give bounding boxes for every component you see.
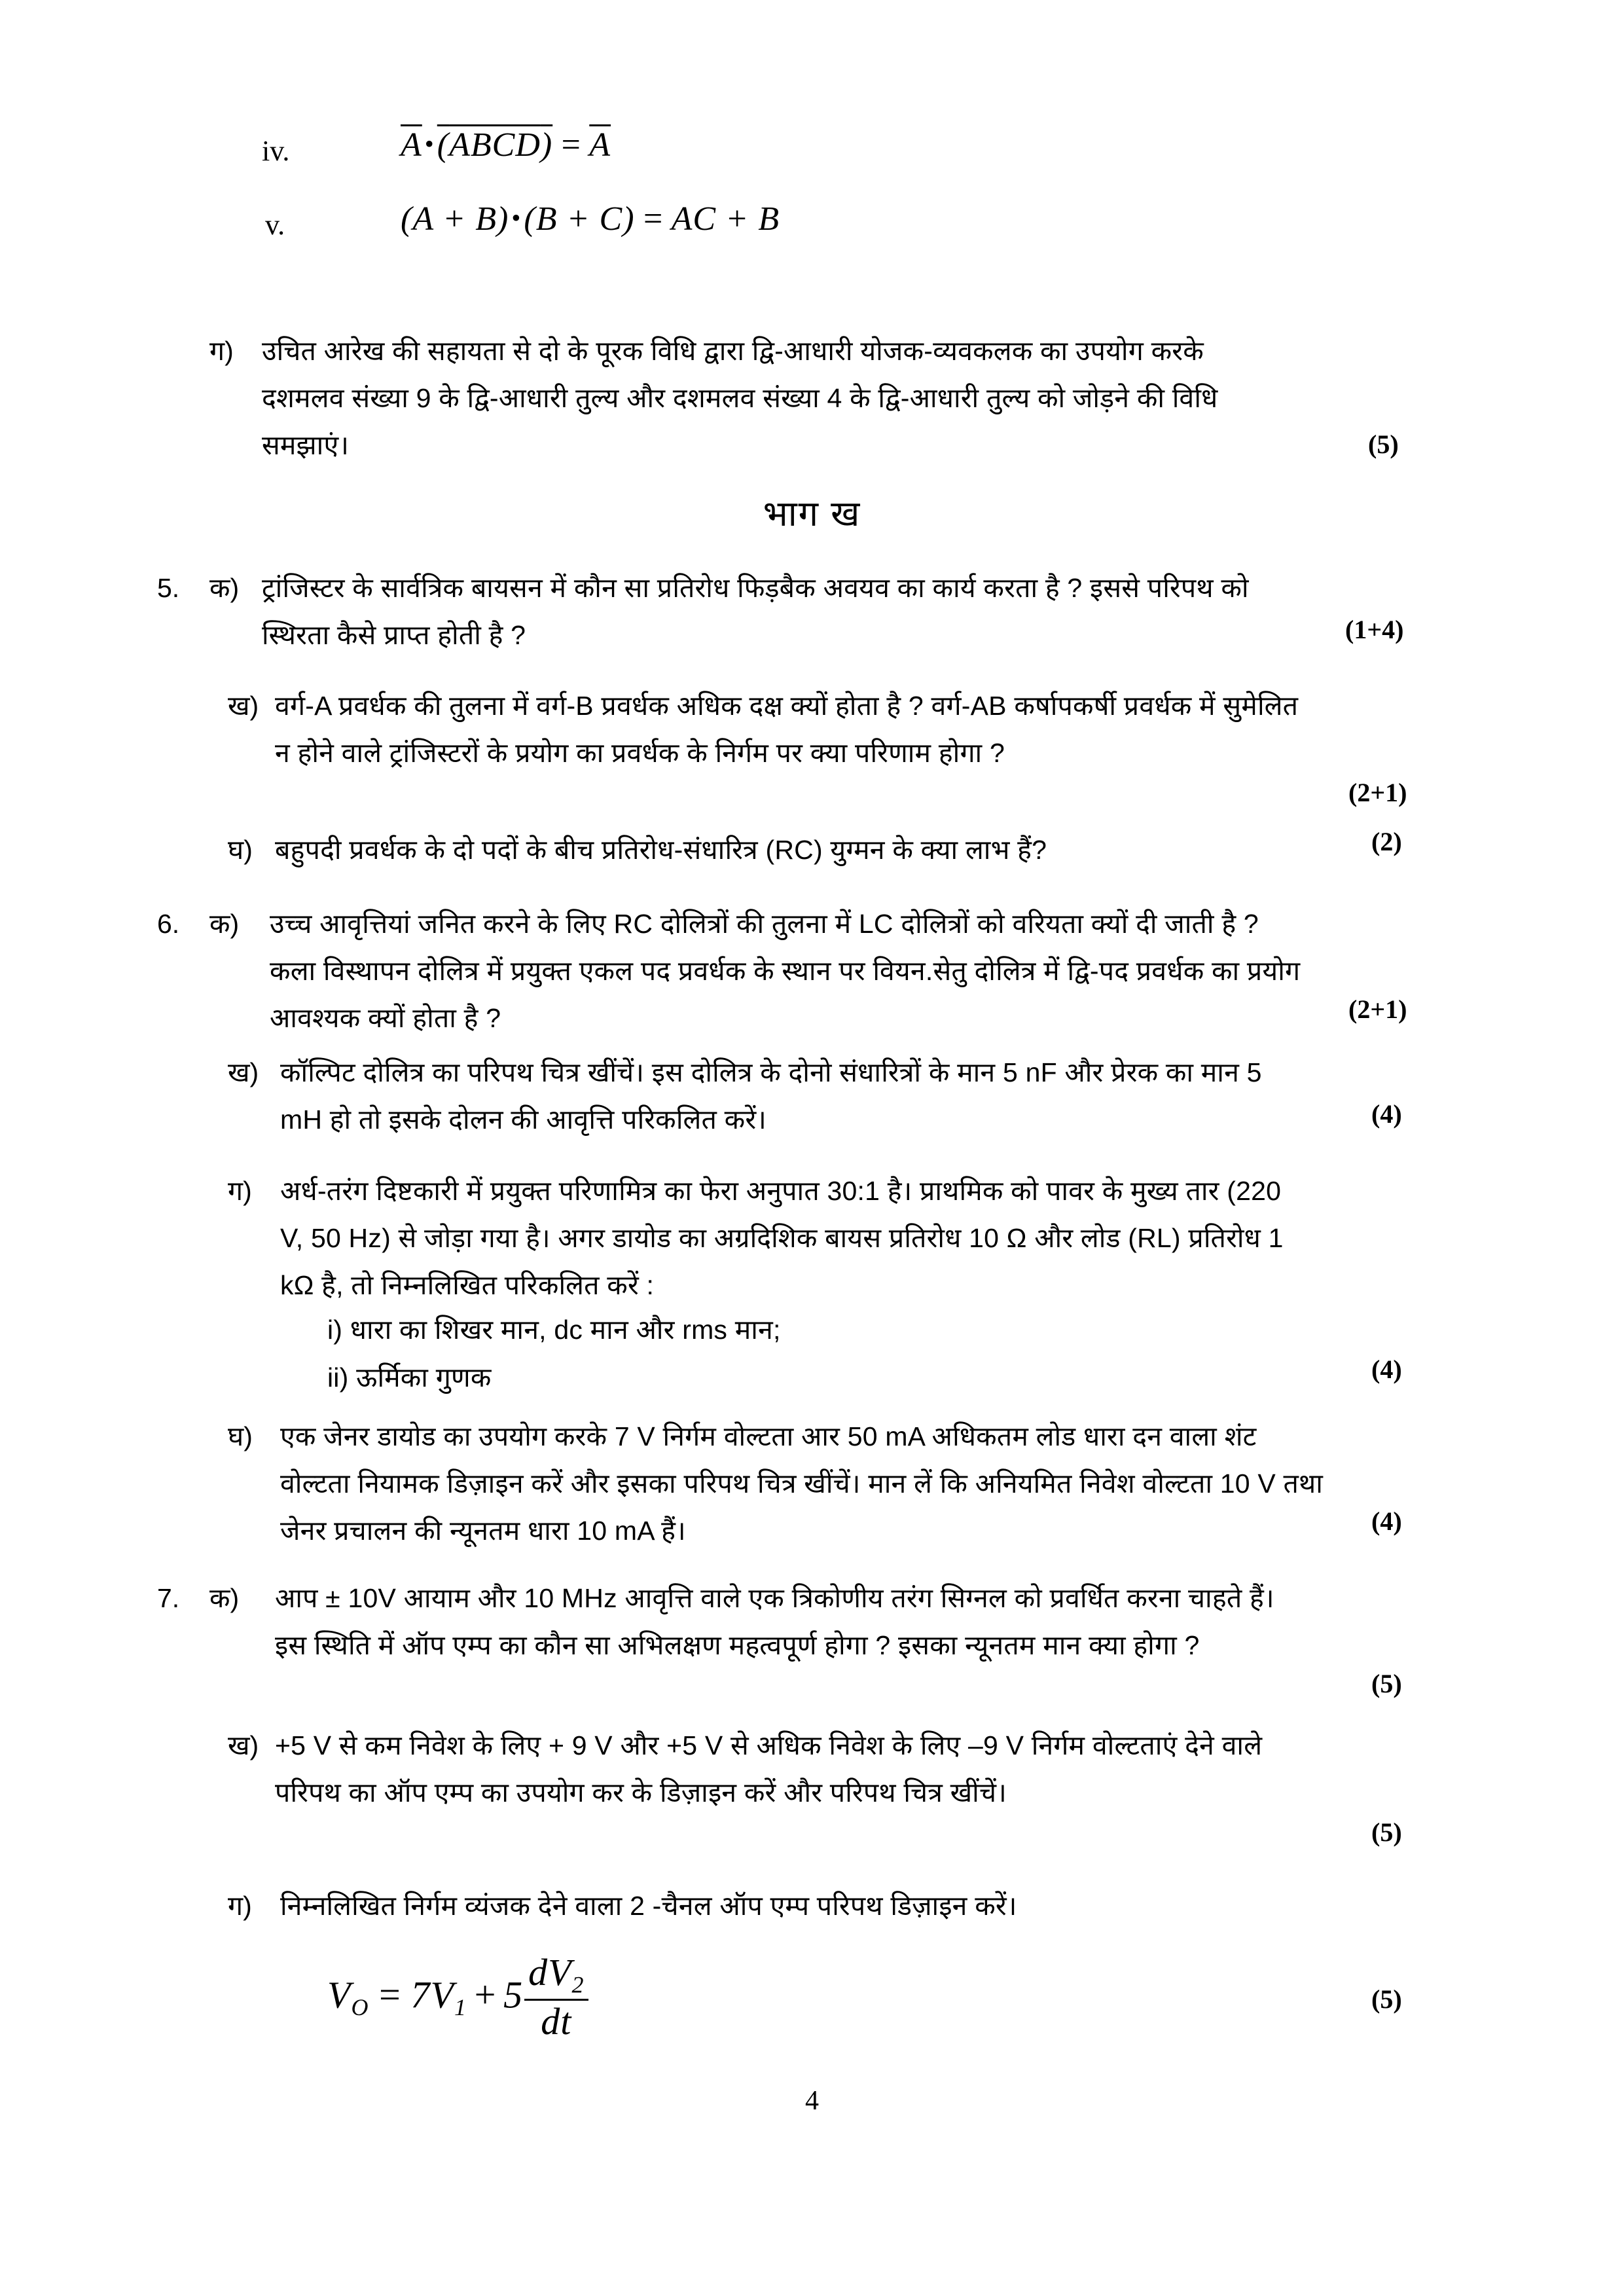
question-5-number: 5. [157,573,180,603]
q7-part-a-marks: (5) [1371,1669,1402,1698]
identity-iv-operator: • [424,129,435,159]
identity-v-rhs: AC + B [671,200,780,238]
identity-label-v: v. [265,209,285,241]
q6-part-d-text: एक जेनर डायोड का उपयोग करके 7 V निर्गम वोल्टता आर 50 mA अधिकतम लोड धारा दन वाला शंट वोल्टता नियामक डिज़ाइन करें और इसका परिपथ चित्र खींचें। मान लें कि अनियमित निवेश वोल्टता 10 V तथा जेनर प्रचालन की न्यूनतम धारा 10 mA हैं। [280,1421,1324,1546]
q6-part-b-label: ख) [228,1057,259,1087]
formula-plus: + [471,1973,499,2016]
q7-part-b-label: ख) [228,1730,259,1760]
section-heading: भाग ख [763,494,861,534]
q7-part-c-formula [327,1951,590,2043]
q4-part-c-text: उचित आरेख की सहायता से दो के पूरक विधि द्वारा द्वि-आधारी योजक-व्यवकलक का उपयोग करके दशमलव संख्या 9 के द्वि-आधारी तुल्य और दशमलव संख्या 4 के द्वि-आधारी तुल्य को जोड़ने की विधि समझाएं। [262,336,1218,460]
q5-part-b-marks: (2+1) [1348,778,1407,807]
boolean-identity-iv [401,126,611,164]
identity-v-right-open: ( [524,200,536,238]
question-7-number: 7. [157,1583,180,1613]
q7-part-c-marks: (5) [1371,1984,1402,2014]
q5-part-a-text: ट्रांजिस्टर के सार्वत्रिक बायसन में कौन सा प्रतिरोध फिड़बैक अवयव का कार्य करता है ? इससे परिपथ को स्थिरता कैसे प्राप्त होती है ? [262,573,1249,650]
identity-v-left-expr: A + B [412,200,497,238]
q6-part-c-label: ग) [228,1176,252,1206]
formula-coefficient: 5 [503,1973,524,2016]
q5-part-b-text: वर्ग-A प्रवर्धक की तुलना में वर्ग-B प्रवर्धक अधिक दक्ष क्यों होता है ? वर्ग-AB कर्षापकर्षी प्रवर्धक में सुमेलित न होने वाले ट्रांजिस्टरों के प्रयोग का प्रवर्धक के निर्गम पर क्या परिणाम होगा ? [275,691,1299,768]
q6-part-a-text: उच्च आवृत्तियां जनित करने के लिए RC दोलित्रों की तुलना में LC दोलित्रों को वरियता क्यों दी जाती है ? कला विस्थापन दोलित्र में प्रयुक्त एकल पद प्रवर्धक के स्थान पर वियन.सेतु दोलित्र में द्वि-पद प्रवर्धक का प्रयोग आवश्यक क्यों होता है ? [270,909,1301,1033]
formula-fraction-numerator-subscript: 2 [571,1971,585,1998]
q6-part-b-text: कॉल्पिट दोलित्र का परिपथ चित्र खींचें। इस दोलित्र के दोनो संधारित्रों के मान 5 nF और प्रेरक का मान 5 mH हो तो इसके दोलन की आवृत्ति परिकलित करें। [280,1057,1262,1135]
identity-iv-lhs-var: $\overline{A}$ [401,126,422,164]
identity-label-iv: iv. [262,135,290,167]
q7-part-c-label: ग) [228,1891,252,1921]
q5-part-b-label: ख) [228,691,259,721]
q4-part-c-label: ग) [209,336,234,366]
q5-part-d-marks: (2) [1371,827,1402,856]
q5-part-d-label: घ) [228,835,253,865]
identity-v-right-expr: B + C [535,200,623,238]
q6-part-d-label: घ) [228,1421,253,1451]
q7-part-a-text: आप ± 10V आयाम और 10 MHz आवृत्ति वाले एक त्रिकोणीय तरंग सिग्नल को प्रवर्धित करना चाहते हैं। इस स्थिति में ऑप एम्प का कौन सा अभिलक्षण महत्वपूर्ण होगा ? इसका न्यूनतम मान क्या होगा ? [275,1583,1274,1660]
identity-v-operator: • [511,203,522,233]
q6-part-c-subitem-2-label: ii) [327,1362,349,1393]
q4-part-c-marks: (5) [1368,429,1399,459]
formula-equals: = [376,1973,403,2016]
formula-term1-subscript: 1 [454,1994,467,2020]
formula-lhs: V [327,1973,352,2016]
q6-part-a-marks: (2+1) [1348,994,1407,1024]
q5-part-a-label: क) [209,573,240,603]
identity-iv-equals: = [559,126,583,164]
q6-part-b-marks: (4) [1371,1099,1402,1129]
q6-part-c-subitem-1 [327,1306,1244,1353]
q5-part-d-text: बहुपदी प्रवर्धक के दो पदों के बीच प्रतिरोध-संधारित्र (RC) युग्मन के क्या लाभ हैं? [275,835,1047,865]
identity-v-equals: = [641,200,665,238]
formula-fraction-denominator: dt [541,2000,572,2043]
boolean-identity-v [401,200,780,238]
q6-part-c-marks: (4) [1371,1355,1402,1384]
question-6-number: 6. [157,909,180,939]
formula-derivative-fraction [524,1953,588,2042]
q7-part-b-text: +5 V से कम निवेश के लिए + 9 V और +5 V से अधिक निवेश के लिए –9 V निर्गम वोल्टताएं देने वाले परिपथ का ऑप एम्प का उपयोग कर के डिज़ाइन करें और परिपथ चित्र खींचें। [275,1730,1263,1808]
q6-part-c-text: अर्ध-तरंग दिष्टकारी में प्रयुक्त परिणामित्र का फेरा अनुपात 30:1 है। प्राथमिक को पावर के मुख्य तार (220 V, 50 Hz) से जोड़ा गया है। अगर डायोड का अग्रदिशिक बायस प्रतिरोध 10 Ω और लोड (RL) प्रतिरोध 1 kΩ है, तो निम्नलिखित परिकलित करें : [280,1176,1284,1300]
q7-part-c-text: निम्नलिखित निर्गम व्यंजक देने वाला 2 -चैनल ऑप एम्प परिपथ डिज़ाइन करें। [280,1891,1017,1921]
q5-part-a-marks: (1+4) [1345,615,1404,644]
page-number: 4 [805,2086,819,2116]
formula-lhs-subscript: O [351,1994,369,2020]
q6-part-c-subitem-2-text: ऊर्मिका गुणक [356,1362,492,1393]
q6-part-d-marks: (4) [1371,1506,1402,1536]
identity-v-left-open: ( [401,200,413,238]
formula-term1: 7V [410,1973,454,2016]
q6-part-c-subitem-1-label: i) [327,1315,343,1345]
identity-v-right-close: ) [623,200,635,238]
q6-part-a-label: क) [209,909,240,939]
identity-iv-rhs: $\overline{A}$ [589,126,611,164]
identity-v-left-close: ) [497,200,509,238]
q7-part-a-label: क) [209,1583,240,1613]
q6-part-c-subitem-1-text: धारा का शिखर मान, dc मान और rms मान; [350,1315,781,1345]
q6-part-c-subitem-2 [327,1354,1244,1401]
identity-iv-group: (ABCD) [437,126,553,164]
formula-fraction-numerator: $dV_2$ [524,1953,588,2001]
q7-part-b-marks: (5) [1371,1817,1402,1847]
